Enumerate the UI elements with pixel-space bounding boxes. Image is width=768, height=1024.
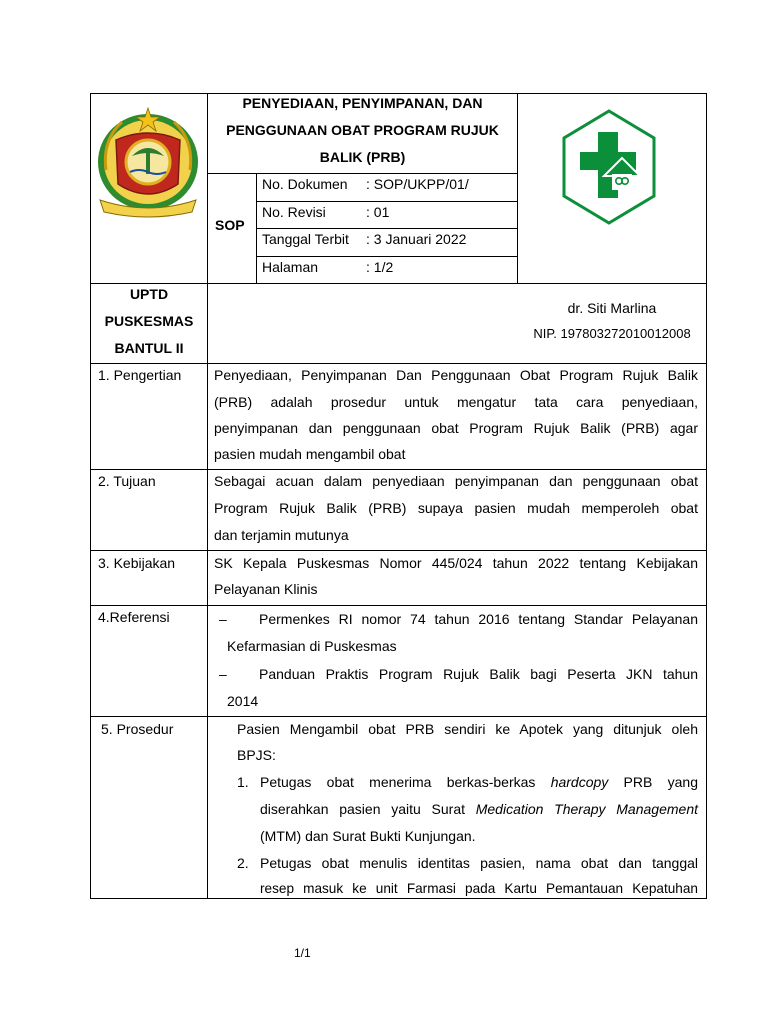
- prosedur-step-number: 1.: [237, 774, 249, 790]
- table-border-left: [90, 93, 91, 899]
- meta-label-tanggal-terbit: Tanggal Terbit: [262, 231, 349, 247]
- prosedur-step-number: 2.: [237, 855, 249, 871]
- org-name-line: BANTUL II: [114, 340, 184, 356]
- org-name-line: PUSKESMAS: [104, 313, 194, 329]
- prosedur-intro-line: BPJS:: [237, 747, 276, 763]
- pengertian-line: pasien mudah mengambil obat: [214, 446, 406, 462]
- page-number: 1/1: [294, 946, 311, 960]
- section-label-pengertian: 1. Pengertian: [98, 367, 182, 383]
- puskesmas-logo-icon: [560, 108, 658, 226]
- step-text: diserahkan pasien yaitu Surat: [260, 801, 476, 817]
- step-text-italic: Medication Therapy Management: [475, 801, 698, 817]
- prosedur-step-line: Petugas obat menulis identitas pasien, nama obat dan tanggal: [260, 855, 698, 871]
- divider: [517, 93, 518, 283]
- prosedur-step-line: [260, 773, 698, 791]
- section-label-tujuan: 2. Tujuan: [98, 473, 156, 489]
- section-label-prosedur: 5. Prosedur: [101, 721, 174, 737]
- meta-value-no-dokumen: : SOP/UKPP/01/: [366, 176, 469, 192]
- regency-emblem-icon: [92, 100, 204, 220]
- sop-label: SOP: [215, 217, 245, 233]
- referensi-item-line: Permenkes RI nomor 74 tahun 2016 tentang Standar Pelayanan: [259, 611, 698, 627]
- prosedur-intro-line: Pasien Mengambil obat PRB sendiri ke Apotek yang ditunjuk oleh: [237, 721, 698, 737]
- prosedur-step-line: [260, 800, 698, 818]
- divider: [90, 605, 707, 606]
- signer-nip: NIP. 197803272010012008: [533, 326, 691, 341]
- step-text-italic: hardcopy: [550, 774, 609, 790]
- referensi-dash: –: [219, 611, 227, 627]
- referensi-item-line: 2014: [227, 693, 259, 709]
- divider: [207, 173, 518, 174]
- divider: [256, 201, 518, 202]
- org-name-line: UPTD: [129, 286, 169, 302]
- divider: [90, 716, 707, 717]
- divider: [90, 469, 707, 470]
- table-border-bottom: [90, 898, 707, 899]
- step-text: Petugas obat menerima berkas-berkas: [260, 774, 551, 790]
- divider: [90, 550, 707, 551]
- tujuan-line: Program Rujuk Balik (PRB) supaya pasien mudah memperoleh obat: [214, 500, 698, 516]
- table-border-right: [706, 93, 707, 899]
- meta-label-no-dokumen: No. Dokumen: [262, 176, 348, 192]
- tujuan-line: dan terjamin mutunya: [214, 527, 349, 543]
- document-title-line: BALIK (PRB): [319, 149, 406, 165]
- section-label-kebijakan: 3. Kebijakan: [98, 555, 176, 571]
- kebijakan-line: SK Kepala Puskesmas Nomor 445/024 tahun 2022 tentang Kebijakan: [214, 555, 698, 571]
- prosedur-step-line: (MTM) dan Surat Bukti Kunjungan.: [260, 828, 476, 844]
- divider: [207, 93, 208, 899]
- pengertian-line: penyimpanan dan penggunaan obat Program Rujuk Balik (PRB) agar: [214, 420, 698, 436]
- referensi-item-line: Kefarmasian di Puskesmas: [227, 638, 397, 654]
- step-text: PRB yang: [608, 774, 698, 790]
- divider: [90, 283, 707, 284]
- kebijakan-line: Pelayanan Klinis: [214, 581, 318, 597]
- section-label-referensi: 4.Referensi: [98, 609, 170, 625]
- referensi-dash: –: [219, 666, 227, 682]
- meta-label-halaman: Halaman: [262, 259, 319, 275]
- signer-name: dr. Siti Marlina: [567, 300, 657, 316]
- referensi-item-line: Panduan Praktis Program Rujuk Balik bagi Peserta JKN tahun: [259, 666, 698, 682]
- tujuan-line: Sebagai acuan dalam penyediaan penyimpanan dan penggunaan obat: [214, 473, 698, 489]
- meta-label-no-revisi: No. Revisi: [262, 204, 326, 220]
- meta-value-no-revisi: : 01: [366, 204, 390, 220]
- divider: [256, 228, 518, 229]
- pengertian-line: (PRB) adalah prosedur untuk mengatur tata cara penyediaan,: [214, 394, 698, 410]
- divider: [90, 363, 707, 364]
- meta-value-tanggal-terbit: : 3 Januari 2022: [366, 231, 467, 247]
- document-title-line: PENYEDIAAN, PENYIMPANAN, DAN: [242, 95, 483, 111]
- document-title-line: PENGGUNAAN OBAT PROGRAM RUJUK: [226, 122, 499, 138]
- meta-value-halaman: : 1/2: [366, 259, 394, 275]
- divider: [256, 256, 518, 257]
- prosedur-step-line: resep masuk ke unit Farmasi pada Kartu Pemantauan Kepatuhan: [260, 881, 698, 896]
- pengertian-line: Penyediaan, Penyimpanan Dan Penggunaan Obat Program Rujuk Balik: [214, 367, 698, 383]
